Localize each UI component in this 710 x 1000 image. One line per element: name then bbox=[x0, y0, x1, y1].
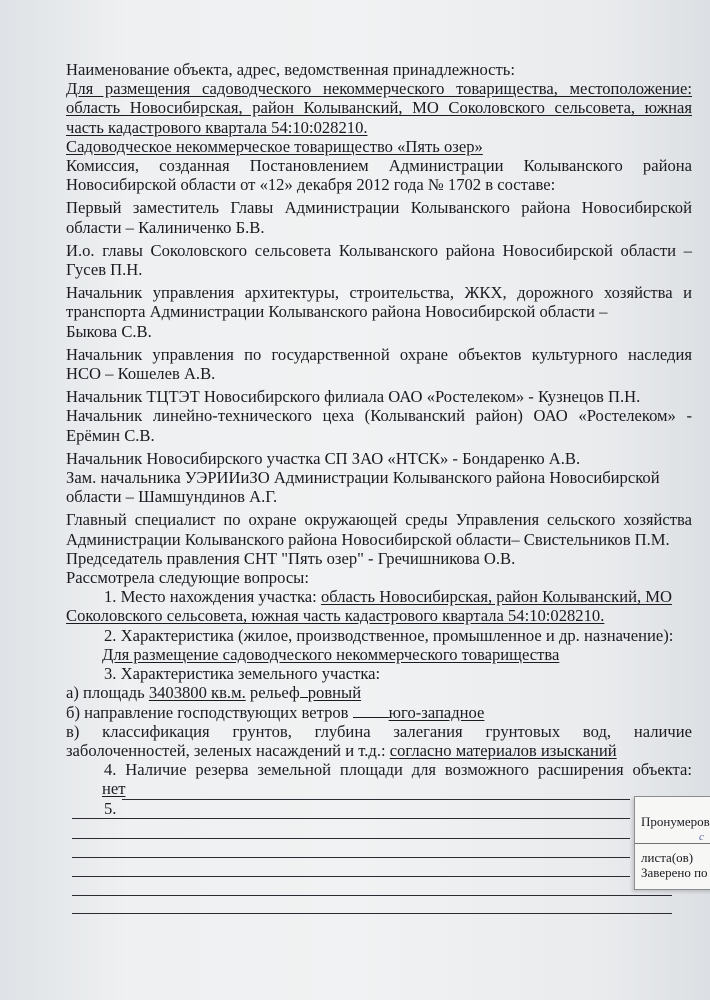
question-1-value: область Новосибирская, район Колыванский, МО bbox=[320, 587, 672, 607]
relief-value: ровный bbox=[307, 683, 362, 703]
soil-value: согласно материалов изысканий bbox=[389, 740, 617, 760]
commission-line-1: Комиссия, созданная Постановлением Администрации Колыванского района bbox=[66, 156, 692, 176]
stamp-sheets-text: листа(ов) bbox=[641, 850, 694, 865]
blank-line bbox=[122, 799, 630, 800]
member-3-line-1: Начальник управления архитектуры, строительства, ЖКХ, дорожного хозяйства и bbox=[66, 283, 692, 303]
considered-heading: Рассмотрела следующие вопросы: bbox=[66, 568, 309, 588]
member-2-line-2: Гусев П.Н. bbox=[66, 260, 143, 280]
member-9-line-1: Главный специалист по охране окружающей среды Управления сельского хозяйства bbox=[66, 510, 692, 530]
member-1-line-2: области – Калиниченко Б.В. bbox=[66, 217, 265, 237]
blank-line bbox=[72, 838, 630, 839]
blank-line bbox=[72, 895, 672, 896]
question-3v-prefix: заболоченностей, зеленых насаждений и т.д.: bbox=[66, 740, 386, 760]
object-line-2: область Новосибирская, район Колыванский, МО Соколовского сельсовета, южная bbox=[66, 98, 692, 118]
member-3-line-2: транспорта Администрации Колыванского района Новосибирской области – bbox=[66, 302, 608, 322]
member-8-line-1: Зам. начальника УЭРИИиЗО Администрации Колыванского района Новосибирской bbox=[66, 468, 660, 488]
question-1-value-line-2: Соколовского сельсовета, южная часть кадастрового квартала 54:10:028210. bbox=[66, 606, 605, 626]
organization-name: Садоводческое некоммерческое товарищество «Пять озер» bbox=[66, 136, 483, 156]
blank-line bbox=[72, 857, 630, 858]
question-3-label: 3. Характеристика земельного участка: bbox=[104, 664, 381, 684]
member-1-line-1: Первый заместитель Главы Администрации Колыванского района Новосибирской bbox=[66, 198, 692, 218]
question-5-label: 5. bbox=[104, 798, 117, 818]
commission-line-2: Новосибирской области от «12» декабря 2012 года № 1702 в составе: bbox=[66, 175, 556, 195]
member-3-line-3: Быкова С.В. bbox=[66, 321, 152, 341]
member-7-line-1: Начальник Новосибирского участка СП ЗАО «НТСК» - Бондаренко А.В. bbox=[66, 448, 581, 468]
question-3b bbox=[66, 703, 692, 722]
document-body bbox=[66, 60, 692, 818]
wind-label: б) направление господствующих ветров bbox=[66, 702, 349, 722]
heading: Наименование объекта, адрес, ведомственная принадлежность: bbox=[66, 60, 515, 79]
blank-line bbox=[72, 876, 630, 877]
blank-line bbox=[72, 913, 672, 914]
question-2-value: Для размещение садоводческого некоммерческого товарищества bbox=[102, 644, 560, 664]
object-line-3: часть кадастрового квартала 54:10:028210. bbox=[66, 117, 368, 137]
area-label: а) площадь bbox=[66, 683, 145, 703]
member-2-line-1: И.о. главы Соколовского сельсовета Колыванского района Новосибирской области – bbox=[66, 240, 692, 260]
question-4-value: нет bbox=[102, 779, 126, 799]
attached-certification-label bbox=[634, 796, 710, 890]
member-6-line-2: Ерёмин С.В. bbox=[66, 425, 155, 445]
stamp-certified-text: Заверено по bbox=[641, 865, 708, 880]
object-line-1: Для размещения садоводческого некоммерческого товарищества, местоположение: bbox=[66, 79, 692, 99]
question-4-line-1: 4. Наличие резерва земельной площади для возможного расширения объекта: bbox=[104, 760, 692, 780]
member-4-line-1: Начальник управления по государственной охране объектов культурного наследия bbox=[66, 344, 692, 364]
member-8-line-2: области – Шамшундинов А.Г. bbox=[66, 487, 278, 507]
question-1-label: 1. Место нахождения участка: bbox=[104, 587, 317, 607]
question-3v-line-1: в) классификация грунтов, глубина залегания грунтовых вод, наличие bbox=[66, 721, 692, 741]
wind-value: юго-западное bbox=[388, 702, 485, 722]
question-1 bbox=[66, 587, 692, 606]
question-2-label: 2. Характеристика (жилое, производственное, промышленное и др. назначение): bbox=[104, 625, 674, 645]
stamp-numbered-text: Пронумеров bbox=[641, 814, 710, 829]
member-9-line-2: Администрации Колыванского района Новосибирской области– Свистельников П.М. bbox=[66, 529, 670, 549]
member-10-line-1: Председатель правления СНТ "Пять озер" - Гречишникова О.В. bbox=[66, 548, 516, 568]
relief-label: рельеф bbox=[249, 683, 300, 703]
area-value: 3403800 кв.м. bbox=[148, 683, 246, 703]
member-5-line-1: Начальник ТЦТЭТ Новосибирского филиала ОАО «Ростелеком» - Кузнецов П.Н. bbox=[66, 387, 641, 407]
question-3a bbox=[66, 683, 692, 702]
blank-line bbox=[72, 818, 630, 819]
member-4-line-2: НСО – Кошелев А.В. bbox=[66, 364, 216, 384]
member-6-line-1: Начальник линейно-технического цеха (Колыванский район) ОАО «Ростелеком» - bbox=[66, 406, 692, 426]
stamp-handwriting: с bbox=[699, 831, 704, 843]
question-3v-line-2 bbox=[66, 741, 692, 760]
